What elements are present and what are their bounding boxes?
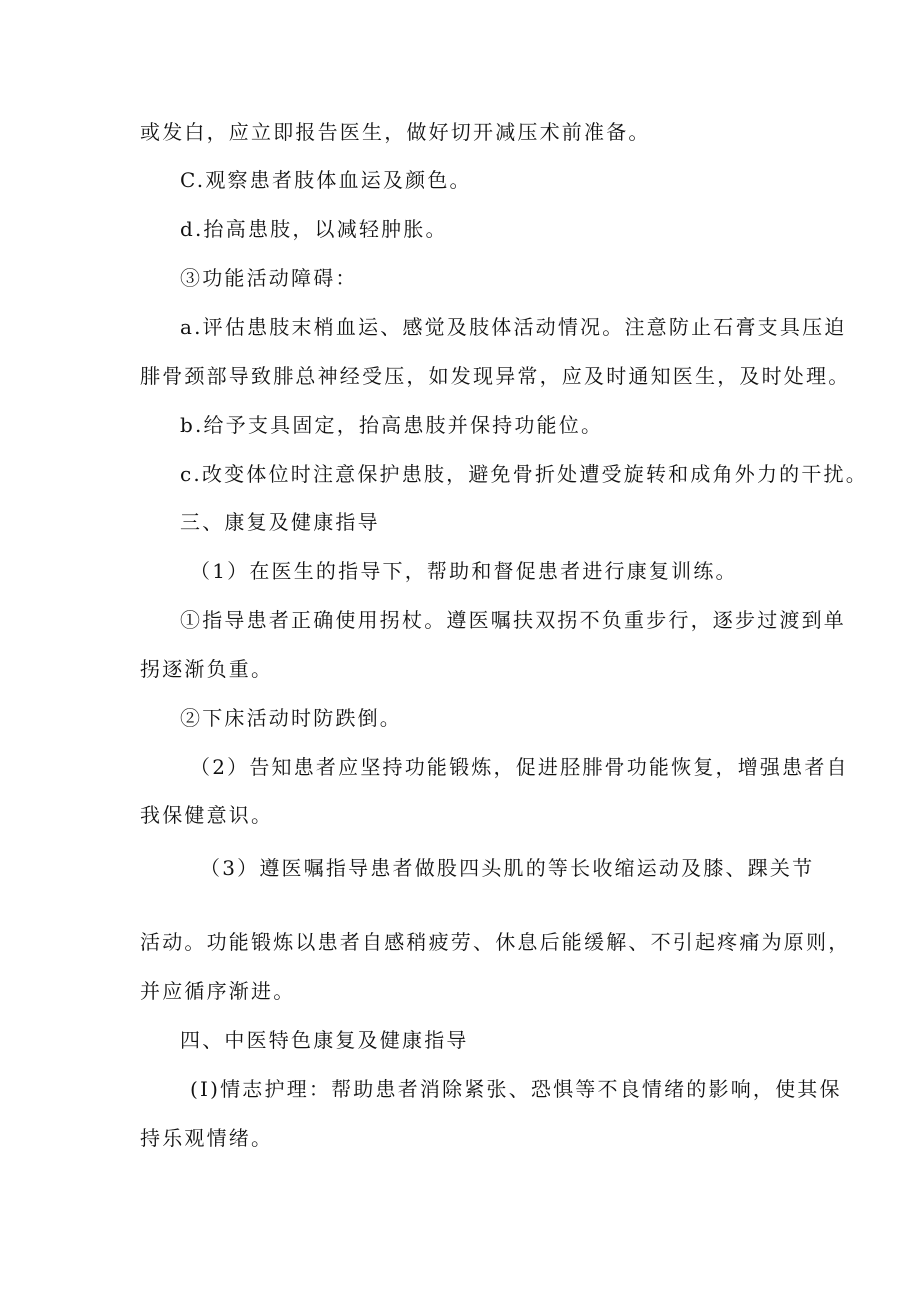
text-line: 我保健意识。 xyxy=(140,803,274,827)
text-line: C.观察患者肢体血运及颜色。 xyxy=(180,168,472,192)
text-line: b.给予支具固定，抬高患肢并保持功能位。 xyxy=(180,413,604,437)
text-line: ①指导患者正确使用拐杖。遵医嘱扶双拐不负重步行，逐步过渡到单 xyxy=(180,608,846,632)
text-line: 拐逐渐负重。 xyxy=(140,657,274,681)
text-line: ②下床活动时防跌倒。 xyxy=(180,706,402,730)
text-line: 并应循序渐进。 xyxy=(140,979,296,1003)
text-line: a.评估患肢末梢血运、感觉及肢体活动情况。注意防止石膏支具压迫 xyxy=(180,315,847,339)
text-line: （2）告知患者应坚持功能锻炼，促进胫腓骨功能恢复，增强患者自 xyxy=(190,755,849,779)
text-line: 腓骨颈部导致腓总神经受压，如发现异常，应及时通知医生，及时处理。 xyxy=(140,364,851,388)
text-line: d.抬高患肢，以减轻肿胀。 xyxy=(180,217,448,241)
text-line: （1）在医生的指导下，帮助和督促患者进行康复训练。 xyxy=(190,559,738,583)
text-line: ③功能活动障碍： xyxy=(180,266,358,290)
text-line: 或发白，应立即报告医生，做好切开减压术前准备。 xyxy=(140,120,651,144)
text-line: c.改变体位时注意保护患肢，避免骨折处遭受旋转和成角外力的干扰。 xyxy=(180,462,868,486)
text-line: 活动。功能锻炼以患者自感稍疲劳、休息后能缓解、不引起疼痛为原则， xyxy=(140,930,851,954)
text-line: 持乐观情绪。 xyxy=(140,1126,274,1150)
section-heading: 三、康复及健康指导 xyxy=(180,510,380,534)
text-line: （3）遵医嘱指导患者做股四头肌的等长收缩运动及膝、踝关节 xyxy=(200,856,815,880)
section-heading: 四、中医特色康复及健康指导 xyxy=(180,1028,469,1052)
text-line: (I)情志护理：帮助患者消除紧张、恐惧等不良情绪的影响，使其保 xyxy=(190,1077,842,1101)
